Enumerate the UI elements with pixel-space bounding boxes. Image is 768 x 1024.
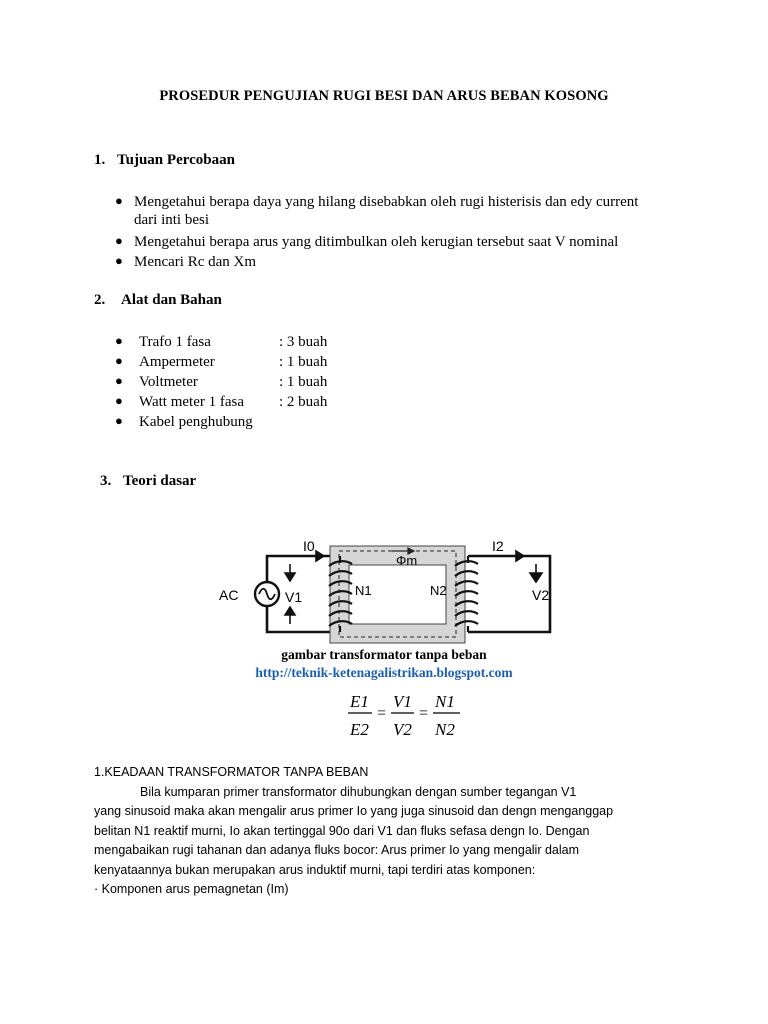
equipment-name: Voltmeter: [139, 374, 198, 390]
section-3-number: 3.: [100, 473, 112, 489]
source-link[interactable]: http://teknik-ketenagalistrikan.blogspot.com: [255, 665, 513, 680]
eq-equals-1: =: [376, 705, 387, 722]
transformer-diagram: [210, 538, 560, 650]
eq-equals-2: =: [418, 705, 429, 722]
turns-ratio-equation: [345, 687, 465, 743]
equipment-name: Watt meter 1 fasa: [139, 394, 244, 410]
bullet-icon: ●: [115, 393, 123, 408]
flux-label: Φm: [396, 553, 418, 568]
bullet-icon: ●: [115, 193, 123, 208]
equipment-qty: : 3 buah: [279, 334, 328, 350]
primary-top-wire: [267, 556, 340, 582]
section-3-heading: Teori dasar: [123, 473, 197, 489]
list-item: Mencari Rc dan Xm: [134, 254, 257, 270]
section-2-number: 2.: [94, 292, 106, 308]
equipment-name: Ampermeter: [139, 354, 215, 370]
i0-label: I0: [303, 538, 315, 554]
section-1-number: 1.: [94, 152, 106, 168]
section-1-heading: Tujuan Percobaan: [117, 152, 235, 168]
bullet-icon: ●: [115, 413, 123, 428]
paragraph-line: · Komponen arus pemagnetan (Im): [94, 882, 289, 896]
paragraph-line: kenyataannya bukan merupakan arus induktif murni, tapi terdiri atas komponen:: [94, 863, 536, 877]
equipment-qty: : 2 buah: [279, 394, 328, 410]
n2-label: N2: [430, 583, 447, 598]
eq-v1: V1: [393, 692, 412, 711]
equipment-name: Kabel penghubung: [139, 414, 253, 430]
list-item: Mengetahui berapa arus yang ditimbulkan oleh kerugian tersebut saat V nominal: [134, 234, 619, 250]
list-item: Mengetahui berapa daya yang hilang disebabkan oleh rugi histerisis dan edy current: [134, 194, 639, 210]
bullet-icon: ●: [115, 373, 123, 388]
bullet-icon: ●: [115, 233, 123, 248]
bullet-icon: ●: [115, 253, 123, 268]
paragraph-line: mengabaikan rugi tahanan dan adanya fluks bocor: Arus primer Io yang mengalir dalam: [94, 843, 580, 857]
document-title: PROSEDUR PENGUJIAN RUGI BESI DAN ARUS BEBAN KOSONG: [159, 88, 609, 104]
ac-label: AC: [219, 587, 239, 603]
bullet-icon: ●: [115, 353, 123, 368]
i2-label: I2: [492, 538, 504, 554]
equipment-qty: : 1 buah: [279, 354, 328, 370]
n1-label: N1: [355, 583, 372, 598]
equipment-qty: : 1 buah: [279, 374, 328, 390]
eq-n1: N1: [435, 692, 455, 711]
equipment-name: Trafo 1 fasa: [139, 334, 211, 350]
eq-e1: E1: [350, 692, 369, 711]
list-item-continuation: dari inti besi: [134, 212, 209, 228]
paragraph-line: Bila kumparan primer transformator dihubungkan dengan sumber tegangan V1: [140, 785, 577, 799]
eq-n2: N2: [435, 720, 455, 739]
paragraph-line: yang sinusoid maka akan mengalir arus primer Io yang juga sinusoid dan dengn menganggap: [94, 804, 614, 818]
v1-label: V1: [285, 589, 303, 605]
primary-bottom-wire: [267, 606, 340, 632]
diagram-caption: gambar transformator tanpa beban: [281, 647, 487, 662]
eq-v2: V2: [393, 720, 412, 739]
section-2-heading: Alat dan Bahan: [121, 292, 222, 308]
paragraph-heading: 1.KEADAAN TRANSFORMATOR TANPA BEBAN: [94, 765, 369, 779]
eq-e2: E2: [350, 720, 369, 739]
v2-label: V2: [532, 587, 550, 603]
paragraph-line: belitan N1 reaktif murni, Io akan tertinggal 90o dari V1 dan fluks sefasa dengn Io. Dengan: [94, 824, 590, 838]
bullet-icon: ●: [115, 333, 123, 348]
